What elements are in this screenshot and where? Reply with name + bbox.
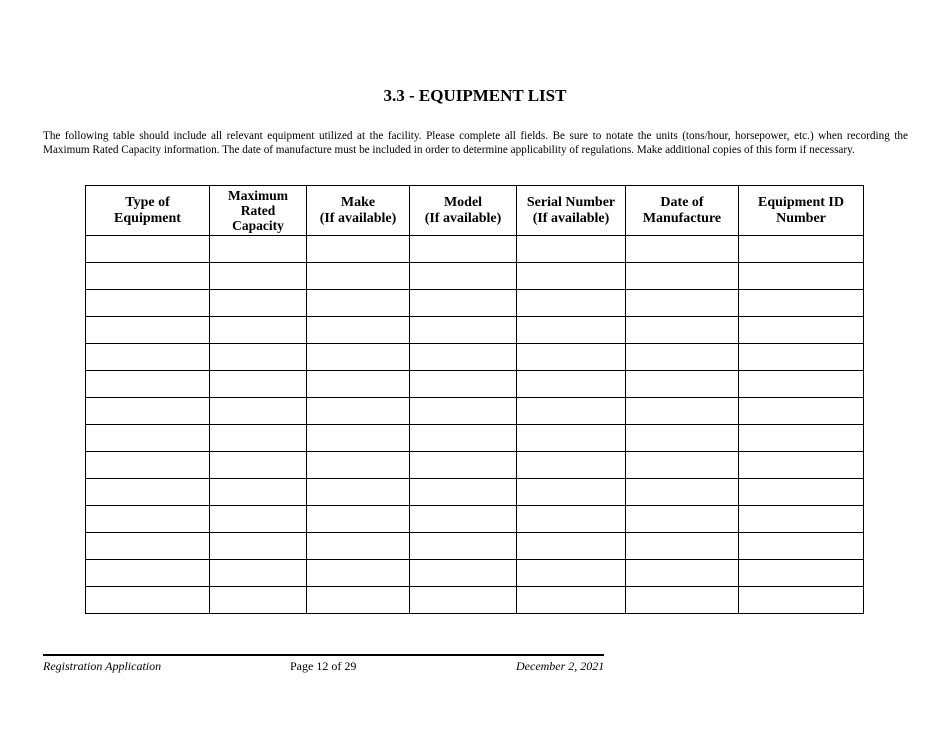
header-line: Type of bbox=[125, 194, 170, 210]
footer-date: December 2, 2021 bbox=[516, 659, 605, 673]
cell-equipment-id-number[interactable] bbox=[739, 398, 864, 425]
cell-maximum-rated-capacity[interactable] bbox=[210, 506, 307, 533]
cell-maximum-rated-capacity[interactable] bbox=[210, 236, 307, 263]
cell-make[interactable] bbox=[307, 398, 410, 425]
equipment-table-body bbox=[86, 236, 864, 614]
cell-make[interactable] bbox=[307, 479, 410, 506]
cell-maximum-rated-capacity[interactable] bbox=[210, 317, 307, 344]
cell-serial-number[interactable] bbox=[517, 317, 626, 344]
header-line: Serial Number bbox=[526, 194, 616, 210]
cell-equipment-id-number[interactable] bbox=[739, 452, 864, 479]
cell-date-of-manufacture[interactable] bbox=[626, 506, 739, 533]
cell-model[interactable] bbox=[410, 533, 517, 560]
cell-equipment-id-number[interactable] bbox=[739, 344, 864, 371]
header-serial-number bbox=[517, 186, 626, 236]
cell-date-of-manufacture[interactable] bbox=[626, 425, 739, 452]
header-line: Capacity bbox=[232, 218, 284, 233]
cell-make[interactable] bbox=[307, 506, 410, 533]
table-row bbox=[86, 263, 864, 290]
header-equipment-id-number bbox=[739, 186, 864, 236]
cell-date-of-manufacture[interactable] bbox=[626, 317, 739, 344]
cell-serial-number[interactable] bbox=[517, 560, 626, 587]
cell-date-of-manufacture[interactable] bbox=[626, 479, 739, 506]
cell-equipment-id-number[interactable] bbox=[739, 263, 864, 290]
cell-maximum-rated-capacity[interactable] bbox=[210, 452, 307, 479]
cell-serial-number[interactable] bbox=[517, 587, 626, 614]
cell-maximum-rated-capacity[interactable] bbox=[210, 533, 307, 560]
cell-model[interactable] bbox=[410, 290, 517, 317]
cell-date-of-manufacture[interactable] bbox=[626, 344, 739, 371]
cell-type-of-equipment[interactable] bbox=[86, 587, 210, 614]
table-row bbox=[86, 452, 864, 479]
cell-make[interactable] bbox=[307, 371, 410, 398]
cell-type-of-equipment[interactable] bbox=[86, 560, 210, 587]
cell-model[interactable] bbox=[410, 425, 517, 452]
cell-maximum-rated-capacity[interactable] bbox=[210, 560, 307, 587]
table-row bbox=[86, 398, 864, 425]
table-row bbox=[86, 236, 864, 263]
cell-maximum-rated-capacity[interactable] bbox=[210, 425, 307, 452]
cell-maximum-rated-capacity[interactable] bbox=[210, 587, 307, 614]
cell-type-of-equipment[interactable] bbox=[86, 317, 210, 344]
header-line: Manufacture bbox=[642, 210, 722, 226]
cell-maximum-rated-capacity[interactable] bbox=[210, 290, 307, 317]
cell-maximum-rated-capacity[interactable] bbox=[210, 398, 307, 425]
cell-type-of-equipment[interactable] bbox=[86, 344, 210, 371]
cell-equipment-id-number[interactable] bbox=[739, 236, 864, 263]
table-row bbox=[86, 317, 864, 344]
cell-maximum-rated-capacity[interactable] bbox=[210, 344, 307, 371]
cell-model[interactable] bbox=[410, 317, 517, 344]
cell-serial-number[interactable] bbox=[517, 236, 626, 263]
cell-make[interactable] bbox=[307, 290, 410, 317]
cell-serial-number[interactable] bbox=[517, 263, 626, 290]
cell-serial-number[interactable] bbox=[517, 290, 626, 317]
cell-make[interactable] bbox=[307, 425, 410, 452]
cell-equipment-id-number[interactable] bbox=[739, 506, 864, 533]
cell-model[interactable] bbox=[410, 398, 517, 425]
header-line: Make bbox=[340, 194, 376, 210]
table-row bbox=[86, 479, 864, 506]
cell-equipment-id-number[interactable] bbox=[739, 317, 864, 344]
cell-model[interactable] bbox=[410, 263, 517, 290]
cell-equipment-id-number[interactable] bbox=[739, 560, 864, 587]
cell-make[interactable] bbox=[307, 587, 410, 614]
cell-make[interactable] bbox=[307, 263, 410, 290]
header-line: Equipment ID bbox=[758, 194, 844, 210]
cell-make[interactable] bbox=[307, 344, 410, 371]
cell-serial-number[interactable] bbox=[517, 344, 626, 371]
cell-type-of-equipment[interactable] bbox=[86, 263, 210, 290]
cell-date-of-manufacture[interactable] bbox=[626, 452, 739, 479]
table-row bbox=[86, 533, 864, 560]
header-model bbox=[410, 186, 517, 236]
table-row bbox=[86, 344, 864, 371]
header-line: Date of bbox=[660, 194, 704, 210]
cell-equipment-id-number[interactable] bbox=[739, 479, 864, 506]
footer-page-number: Page 12 of 29 bbox=[290, 659, 357, 673]
cell-equipment-id-number[interactable] bbox=[739, 290, 864, 317]
cell-make[interactable] bbox=[307, 533, 410, 560]
equipment-table bbox=[85, 185, 864, 614]
table-row bbox=[86, 506, 864, 533]
cell-type-of-equipment[interactable] bbox=[86, 533, 210, 560]
cell-make[interactable] bbox=[307, 560, 410, 587]
cell-serial-number[interactable] bbox=[517, 452, 626, 479]
cell-make[interactable] bbox=[307, 317, 410, 344]
cell-equipment-id-number[interactable] bbox=[739, 533, 864, 560]
header-line: Number bbox=[776, 210, 826, 226]
cell-model[interactable] bbox=[410, 479, 517, 506]
cell-type-of-equipment[interactable] bbox=[86, 290, 210, 317]
cell-model[interactable] bbox=[410, 371, 517, 398]
cell-equipment-id-number[interactable] bbox=[739, 587, 864, 614]
cell-maximum-rated-capacity[interactable] bbox=[210, 371, 307, 398]
cell-serial-number[interactable] bbox=[517, 425, 626, 452]
cell-type-of-equipment[interactable] bbox=[86, 452, 210, 479]
cell-make[interactable] bbox=[307, 236, 410, 263]
instructions-paragraph: The following table should include all relevant equipment utilized at the facility. Please complete all fields. Be sure to notate the units (tons/hour, horsepower, etc.) when recording the Maximum Rated Capacity information. The date of manufacture must be included in order to determine applicability of regulations. Make additional copies of this form if necessary. bbox=[43, 130, 908, 156]
cell-model[interactable] bbox=[410, 344, 517, 371]
cell-date-of-manufacture[interactable] bbox=[626, 587, 739, 614]
header-line: (If available) bbox=[532, 210, 610, 226]
header-line: Equipment bbox=[114, 210, 181, 226]
cell-maximum-rated-capacity[interactable] bbox=[210, 263, 307, 290]
cell-equipment-id-number[interactable] bbox=[739, 425, 864, 452]
header-line: Rated bbox=[240, 203, 276, 218]
cell-date-of-manufacture[interactable] bbox=[626, 533, 739, 560]
cell-serial-number[interactable] bbox=[517, 533, 626, 560]
cell-maximum-rated-capacity[interactable] bbox=[210, 479, 307, 506]
cell-serial-number[interactable] bbox=[517, 506, 626, 533]
cell-type-of-equipment[interactable] bbox=[86, 236, 210, 263]
cell-make[interactable] bbox=[307, 452, 410, 479]
cell-serial-number[interactable] bbox=[517, 398, 626, 425]
cell-date-of-manufacture[interactable] bbox=[626, 290, 739, 317]
table-row bbox=[86, 371, 864, 398]
footer-document-name: Registration Application bbox=[43, 659, 162, 673]
cell-type-of-equipment[interactable] bbox=[86, 398, 210, 425]
page-title: 3.3 - EQUIPMENT LIST bbox=[383, 86, 567, 105]
cell-model[interactable] bbox=[410, 236, 517, 263]
header-line: Model bbox=[443, 194, 483, 210]
cell-model[interactable] bbox=[410, 452, 517, 479]
cell-serial-number[interactable] bbox=[517, 371, 626, 398]
cell-date-of-manufacture[interactable] bbox=[626, 263, 739, 290]
cell-date-of-manufacture[interactable] bbox=[626, 560, 739, 587]
cell-equipment-id-number[interactable] bbox=[739, 371, 864, 398]
cell-date-of-manufacture[interactable] bbox=[626, 371, 739, 398]
header-date-of-manufacture bbox=[626, 186, 739, 236]
header-line: Maximum bbox=[228, 188, 288, 203]
header-line: (If available) bbox=[424, 210, 502, 226]
cell-type-of-equipment[interactable] bbox=[86, 371, 210, 398]
cell-type-of-equipment[interactable] bbox=[86, 425, 210, 452]
table-row bbox=[86, 425, 864, 452]
header-maximum-rated-capacity bbox=[210, 186, 307, 236]
cell-type-of-equipment[interactable] bbox=[86, 479, 210, 506]
table-row bbox=[86, 587, 864, 614]
cell-date-of-manufacture[interactable] bbox=[626, 398, 739, 425]
header-type-of-equipment bbox=[86, 186, 210, 236]
cell-model[interactable] bbox=[410, 560, 517, 587]
cell-serial-number[interactable] bbox=[517, 479, 626, 506]
cell-model[interactable] bbox=[410, 587, 517, 614]
header-row bbox=[86, 186, 864, 236]
header-line: (If available) bbox=[319, 210, 397, 226]
table-row bbox=[86, 560, 864, 587]
footer-divider bbox=[43, 654, 604, 656]
cell-type-of-equipment[interactable] bbox=[86, 506, 210, 533]
table-row bbox=[86, 290, 864, 317]
cell-model[interactable] bbox=[410, 506, 517, 533]
header-make bbox=[307, 186, 410, 236]
cell-date-of-manufacture[interactable] bbox=[626, 236, 739, 263]
